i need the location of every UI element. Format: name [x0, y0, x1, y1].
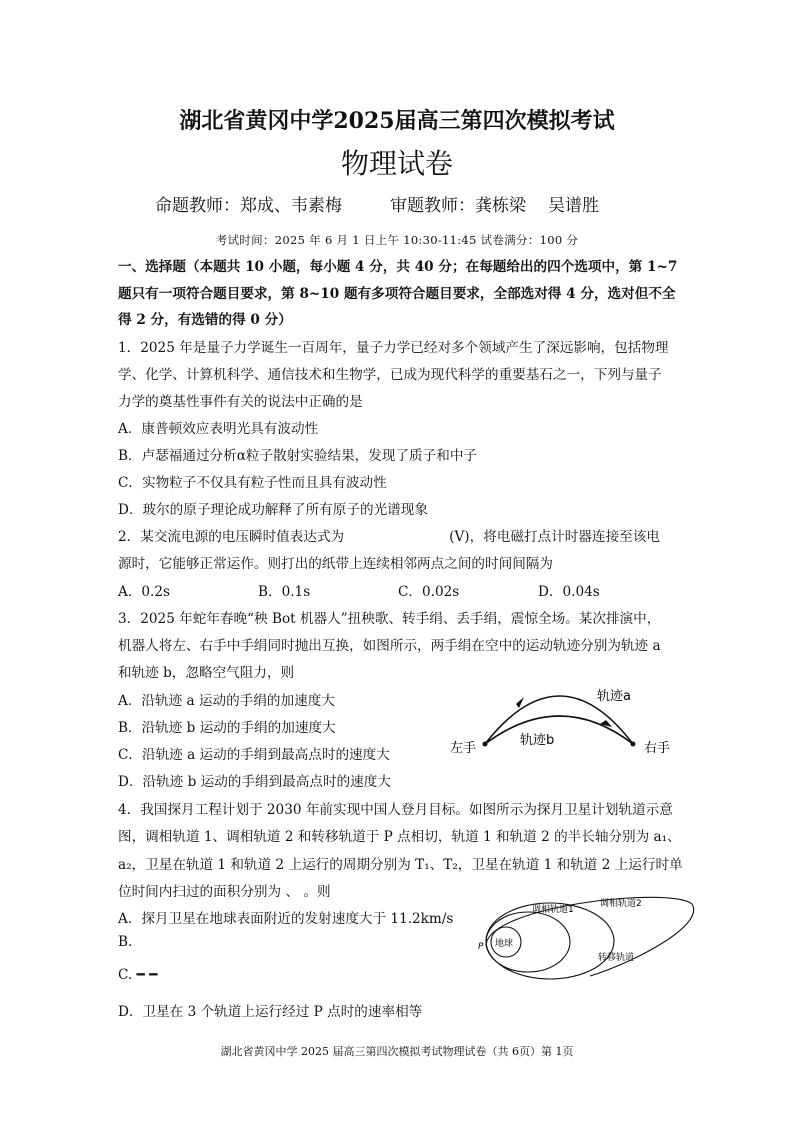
q2-option-b: B．0.1s — [258, 584, 311, 600]
q2-options — [118, 580, 678, 600]
point-p-label: P — [478, 942, 484, 952]
q4-option-d: D．卫星在 3 个轨道上运行经过 P 点时的速率相等 — [118, 1004, 423, 1020]
q2-option-a: A．0.2s — [118, 584, 171, 600]
q4-option-b: B. — [118, 934, 133, 950]
q4-stem-1: 4．我国探月工程计划于 2030 年前实现中国人登月目标。如图所示为探月卫星计划轨道示意 — [118, 802, 673, 818]
left-hand-label: 左手 — [450, 741, 477, 756]
right-hand-dot — [631, 742, 636, 747]
orbit2-label: 调相轨道2 — [600, 899, 642, 909]
paper-subtitle: 物理试卷 — [340, 147, 453, 180]
reviewer-2: 吴谱胜 — [548, 196, 599, 216]
transfer-label: 转移轨道 — [598, 953, 635, 963]
track-a-label: 轨迹a — [597, 689, 631, 704]
q4-option-a: A．探月卫星在地球表面附近的发射速度大于 11.2km/s — [118, 911, 454, 927]
q2-stem-2: 源时，它能够正常运作。则打出的纸带上连续相邻两点之间的时间间隔为 — [118, 556, 553, 572]
track-b-label: 轨迹b — [520, 733, 555, 748]
q3-option-c: C．沿轨迹 a 运动的手绢到最高点时的速度大 — [118, 747, 390, 763]
q2-stem-1b: (V)，将电磁打点计时器连接至该电 — [449, 529, 660, 545]
q3-trajectory-figure — [440, 678, 710, 768]
q3-option-b: B．沿轨迹 b 运动的手绢的加速度大 — [118, 720, 336, 736]
proposer: 命题教师：郑成、韦素梅 — [155, 196, 342, 216]
right-hand-label: 右手 — [644, 741, 671, 756]
page-footer: 湖北省黄冈中学 2025 届高三第四次模拟考试物理试卷（共 6页）第 1页 — [220, 1045, 574, 1058]
section-instructions-1: 一、选择题（本题共 10 小题，每小题 4 分，共 40 分；在每题给出的四个选项中，第 1~7 — [118, 259, 678, 275]
q3-stem-1: 3．2025 年蛇年春晚“秧 Bot 机器人”扭秧歌、转手绢、丢手绢，震惊全场。某次排演中， — [118, 611, 661, 627]
q2-stem-1a: 2．某交流电源的电压瞬时值表达式为 — [118, 529, 345, 545]
q1-option-b: B．卢瑟福通过分析α粒子散射实验结果，发现了质子和中子 — [118, 448, 478, 464]
exam-title: 湖北省黄冈中学2025届高三第四次模拟考试 — [179, 108, 615, 134]
q3-stem-3: 和轨迹 b，忽略空气阻力，则 — [118, 665, 295, 681]
q1-option-c: C．实物粒子不仅具有粒子性而且具有波动性 — [118, 475, 387, 491]
q3-option-d: D．沿轨迹 b 运动的手绢到最高点时的速度大 — [118, 774, 391, 790]
q1-option-d: D．玻尔的原子理论成功解释了所有原子的光谱现象 — [118, 502, 428, 518]
q1-stem-2: 学、化学、计算机科学、通信技术和生物学，已成为现代科学的重要基石之一，下列与量子 — [118, 367, 662, 383]
q2-option-d: D．0.04s — [538, 584, 600, 600]
reviewer: 审题教师：龚栋梁 — [390, 196, 526, 216]
q4-stem-4: 位时间内扫过的面积分别为 、 。则 — [118, 884, 331, 900]
left-hand-dot — [483, 742, 488, 747]
q4-stem-3: a₂，卫星在轨道 1 和轨道 2 上运行的周期分别为 T₁、T₂，卫星在轨道 1 和轨道 2 上运行时单 — [118, 857, 683, 873]
q4-orbit-figure — [470, 886, 710, 1006]
section-instructions-2: 题只有一项符合题目要求，第 8~10 题有多项符合题目要求，全部选对得 4 分，选对但不全 — [118, 286, 676, 302]
q4-option-c: C. ━ ━ — [118, 967, 158, 983]
orbit1-label: 调相轨道1 — [532, 905, 574, 915]
authors-line — [155, 191, 599, 216]
q2-stem-1 — [118, 525, 660, 545]
q1-option-a: A．康普顿效应表明光具有波动性 — [118, 421, 319, 437]
exam-info: 考试时间：2025 年 6 月 1 日上午 10:30-11:45 试卷满分：100 分 — [215, 233, 579, 247]
q1-stem-1: 1．2025 年是量子力学诞生一百周年，量子力学已经对多个领域产生了深远影响，包括物理 — [118, 340, 669, 356]
q3-option-a: A．沿轨迹 a 运动的手绢的加速度大 — [118, 693, 335, 709]
q1-stem-3: 力学的奠基性事件有关的说法中正确的是 — [118, 394, 363, 410]
section-instructions-3: 得 2 分，有选错的得 0 分） — [118, 312, 292, 328]
q2-option-c: C．0.02s — [398, 584, 460, 600]
earth-label: 地球 — [495, 939, 514, 949]
q4-stem-2: 图，调相轨道 1、调相轨道 2 和转移轨道于 P 点相切，轨道 1 和轨道 2 的半长轴分别为 a₁、 — [118, 829, 681, 845]
q3-stem-2: 机器人将左、右手中手绢同时抛出互换，如图所示，两手绢在空中的运动轨迹分别为轨迹 a — [118, 638, 661, 654]
arrow-a-icon — [516, 697, 524, 708]
